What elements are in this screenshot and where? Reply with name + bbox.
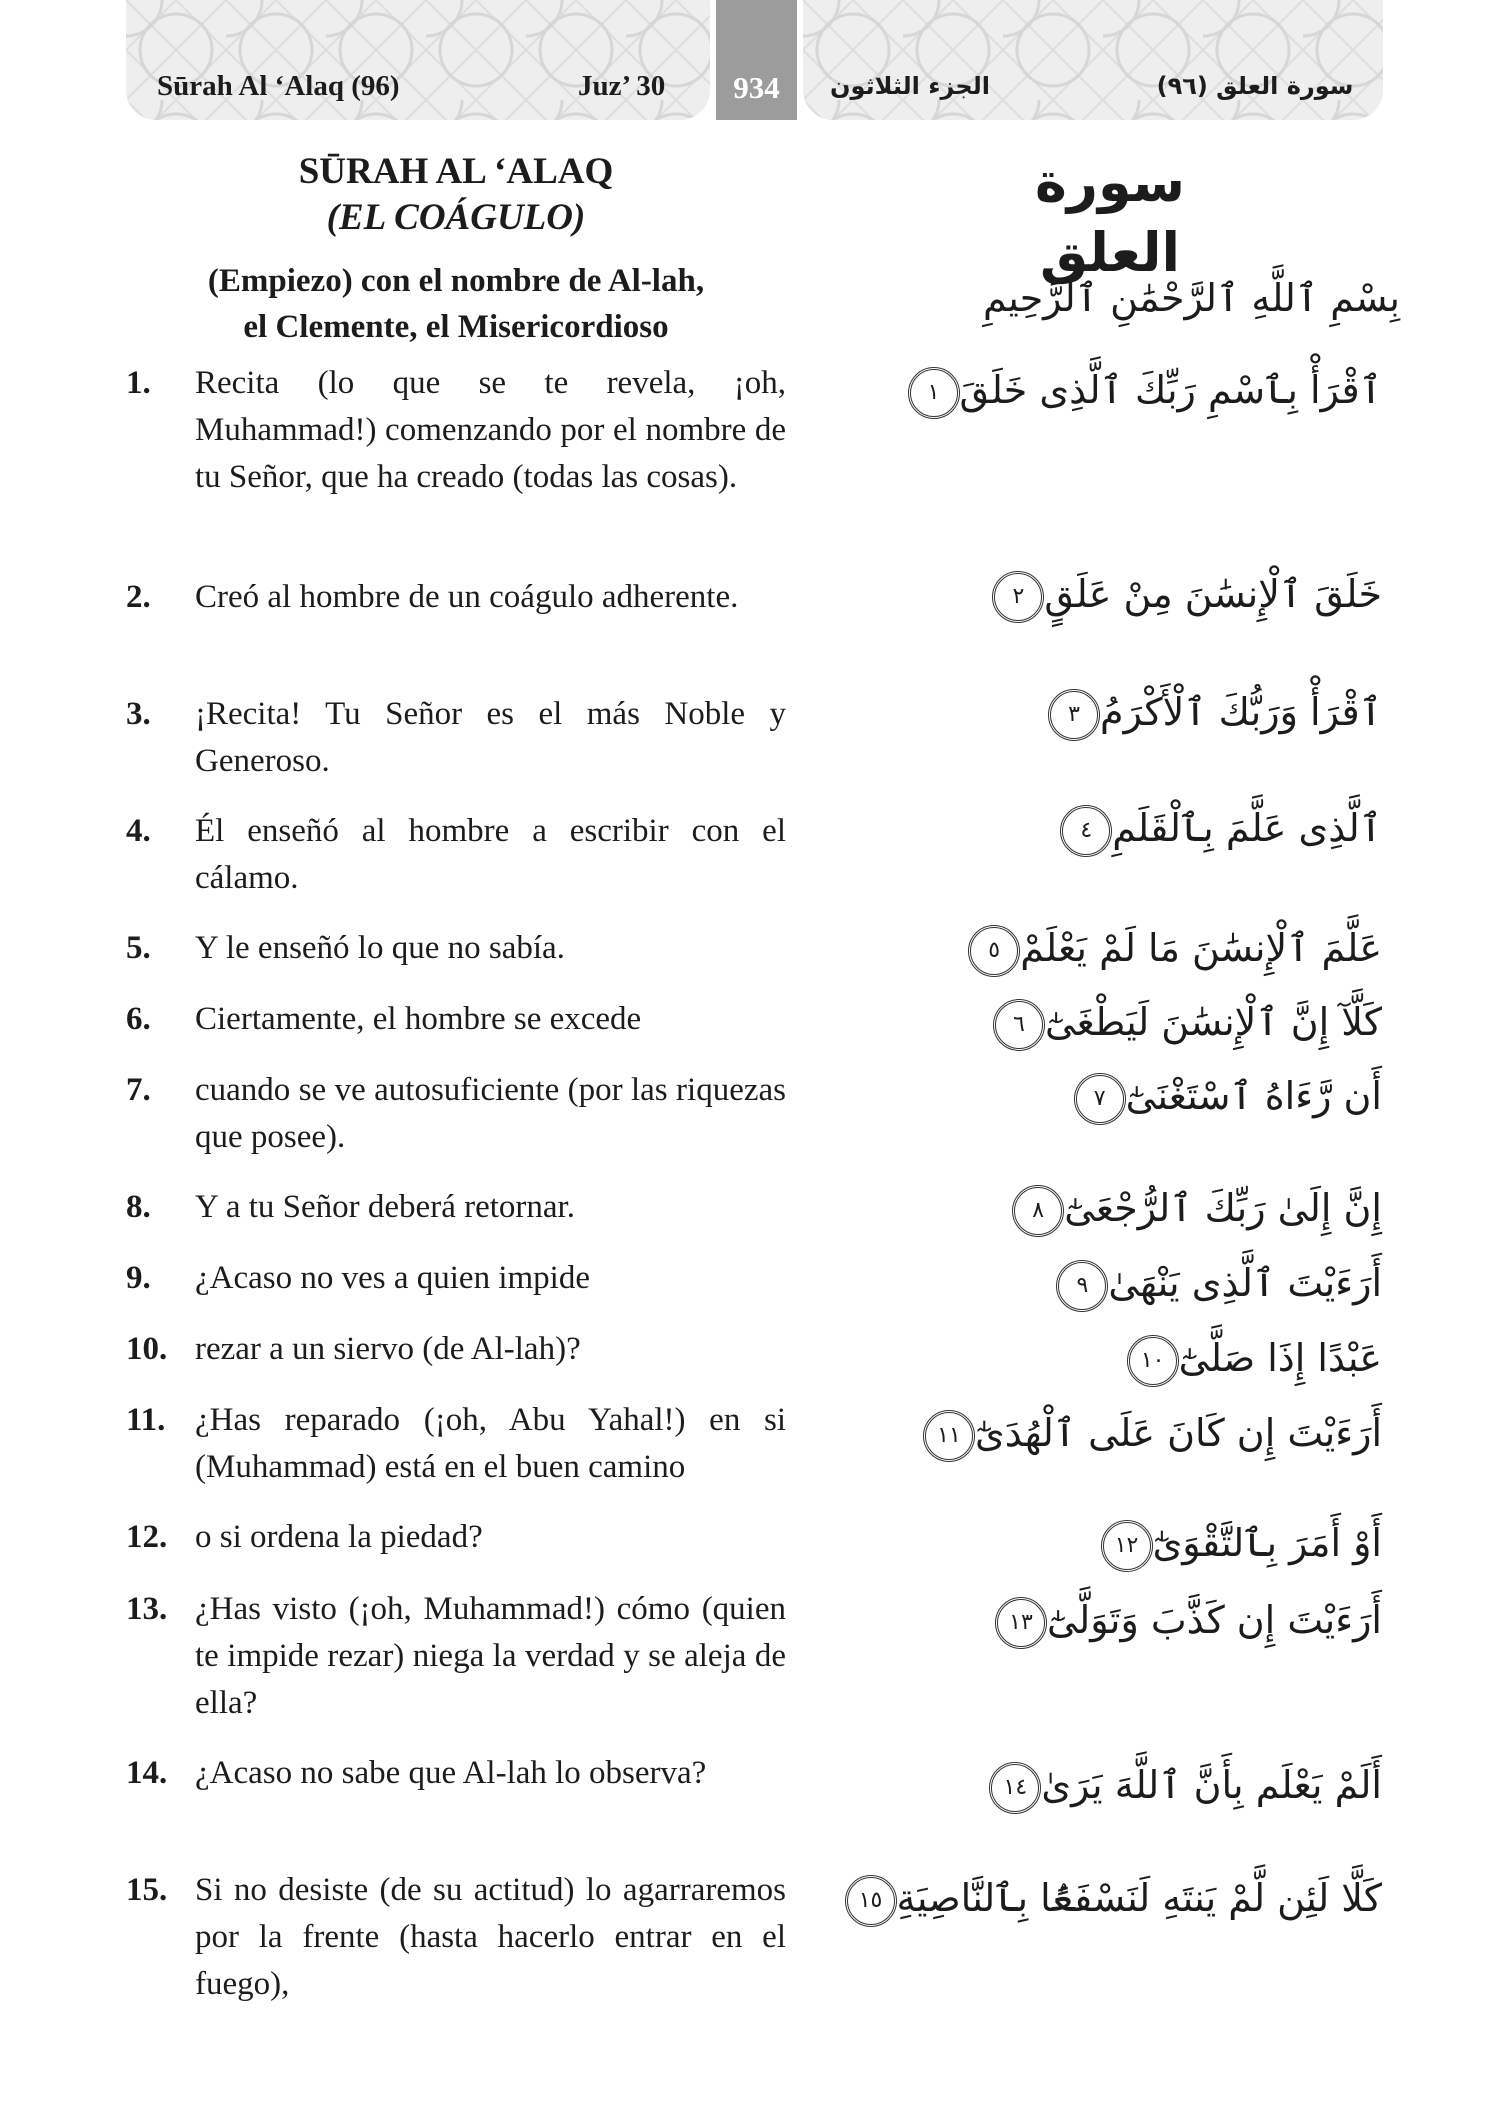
verse-number: 11.	[126, 1402, 166, 1438]
verse-text: ¿Has visto (¡oh, Muhammad!) cómo (quien te impide rezar) niega la verdad y se aleja de ella?	[195, 1591, 786, 1721]
verse-text: Recita (lo que se te revela, ¡oh, Muhammad!) comenzando por el nombre de tu Señor, que ha creado (todas las cosas).	[195, 365, 786, 495]
basmala-line-2: el Clemente, el Misericordioso	[243, 309, 669, 345]
verse	[126, 1397, 786, 1491]
verse-text: rezar a un siervo (de Al-lah)?	[195, 1331, 581, 1367]
verse-text: Y a tu Señor deberá retornar.	[195, 1189, 575, 1225]
arabic-verse	[862, 1255, 1382, 1312]
verse	[126, 691, 786, 785]
verse-number: 14.	[126, 1755, 168, 1791]
verse-text: Creó al hombre de un coágulo adherente.	[195, 579, 739, 615]
verse-number: 9.	[126, 1260, 151, 1296]
ayah-marker-icon: ٦	[993, 999, 1045, 1051]
arabic-verse-text: ٱقْرَأْ وَرَبُّكَ ٱلْأَكْرَمُ	[1100, 690, 1382, 734]
header-surah-arabic: سورة العلق (٩٦)	[1156, 72, 1354, 100]
ayah-marker-icon: ٢	[992, 571, 1044, 623]
verse-text: Ciertamente, el hombre se excede	[195, 1001, 642, 1037]
surah-translation: (EL COÁGULO)	[326, 197, 586, 238]
ayah-marker-icon: ٤	[1060, 805, 1112, 857]
ayah-marker-icon: ٩	[1056, 1260, 1108, 1312]
ayah-marker-icon: ٨	[1012, 1185, 1064, 1237]
arabic-verse	[862, 1405, 1382, 1462]
header-surah-name: Sūrah Al ‘Alaq (96)	[157, 70, 400, 102]
verse	[126, 925, 786, 972]
verse-number: 5.	[126, 930, 151, 966]
arabic-verse-text: أَرَءَيْتَ إِن كَانَ عَلَى ٱلْهُدَىٰٓ	[975, 1411, 1382, 1455]
page-number-box	[716, 0, 797, 120]
arabic-verse-text: عَبْدًا إِذَا صَلَّىٰٓ	[1178, 1336, 1382, 1380]
arabic-verse-text: أَوْ أَمَرَ بِٱلتَّقْوَىٰٓ	[1152, 1521, 1382, 1565]
verse	[126, 808, 786, 902]
verse	[126, 574, 786, 621]
ayah-marker-icon: ١	[908, 367, 960, 419]
ayah-marker-icon: ١٤	[989, 1762, 1041, 1814]
basmala-translation	[126, 258, 786, 350]
ayah-marker-icon: ٣	[1048, 689, 1100, 741]
verse	[126, 360, 786, 501]
arabic-verse	[862, 1330, 1382, 1387]
arabic-verse	[862, 566, 1382, 623]
arabic-verse	[862, 362, 1382, 419]
arabic-verse	[862, 1757, 1382, 1814]
arabic-verse-text: ٱقْرَأْ بِٱسْمِ رَبِّكَ ٱلَّذِى خَلَقَ	[959, 368, 1382, 412]
arabic-verse	[762, 1870, 1382, 1927]
verse-text: ¿Acaso no ves a quien impide	[195, 1260, 590, 1296]
ayah-marker-icon: ١٠	[1127, 1335, 1179, 1387]
arabic-verse-text: خَلَقَ ٱلْإِنسَٰنَ مِنْ عَلَقٍ	[1044, 572, 1382, 616]
verse-number: 3.	[126, 696, 151, 732]
verse-number: 6.	[126, 1001, 151, 1037]
arabic-verse-text: أَرَءَيْتَ ٱلَّذِى يَنْهَىٰ	[1108, 1261, 1382, 1305]
arabic-verse	[862, 920, 1382, 977]
header-juz: Juz’ 30	[578, 70, 666, 102]
ayah-marker-icon: ٧	[1074, 1073, 1126, 1125]
arabic-verse	[862, 994, 1382, 1051]
verse-number: 12.	[126, 1519, 168, 1555]
verse-text: ¿Has reparado (¡oh, Abu Yahal!) en si (Muhammad) está en el buen camino	[195, 1402, 786, 1485]
basmala-line-1: (Empiezo) con el nombre de Al-lah,	[207, 263, 705, 299]
ayah-marker-icon: ٥	[968, 925, 1020, 977]
verse-number: 8.	[126, 1189, 151, 1225]
arabic-verse	[862, 800, 1382, 857]
verse-text: Si no desiste (de su actitud) lo agarraremos por la frente (hasta hacerlo entrar en el fuego),	[195, 1872, 786, 2002]
arabic-verse-text: كَلَّآ إِنَّ ٱلْإِنسَٰنَ لَيَطْغَىٰٓ	[1044, 1000, 1382, 1044]
arabic-verse-text: أَن رَّءَاهُ ٱسْتَغْنَىٰٓ	[1125, 1074, 1382, 1118]
ayah-marker-icon: ١١	[923, 1410, 975, 1462]
arabic-basmala: بِسْمِ ٱللَّهِ ٱلرَّحْمَٰنِ ٱلرَّحِيمِ	[982, 276, 1400, 320]
ayah-marker-icon: ١٣	[995, 1597, 1047, 1649]
verse-number: 13.	[126, 1591, 168, 1627]
surah-title: SŪRAH AL ‘ALAQ	[298, 151, 614, 192]
verse-number: 10.	[126, 1331, 168, 1367]
verse-number: 1.	[126, 365, 151, 401]
arabic-verse-text: أَرَءَيْتَ إِن كَذَّبَ وَتَوَلَّىٰٓ	[1047, 1598, 1382, 1642]
verse-number: 4.	[126, 813, 151, 849]
verse	[126, 1067, 786, 1161]
page-number: 934	[733, 70, 780, 105]
arabic-verse	[862, 1515, 1382, 1572]
arabic-verse	[862, 684, 1382, 741]
arabic-verse-text: أَلَمْ يَعْلَم بِأَنَّ ٱللَّهَ يَرَىٰ	[1041, 1763, 1382, 1807]
verse	[126, 996, 786, 1043]
arabic-verse-text: ٱلَّذِى عَلَّمَ بِٱلْقَلَمِ	[1112, 806, 1382, 850]
verse	[126, 1586, 786, 1727]
verse	[126, 1326, 786, 1373]
arabic-verse-text: عَلَّمَ ٱلْإِنسَٰنَ مَا لَمْ يَعْلَمْ	[1020, 926, 1382, 970]
verse-text: Y le enseñó lo que no sabía.	[195, 930, 565, 966]
verse	[126, 1184, 786, 1231]
arabic-verse-text: إِنَّ إِلَىٰ رَبِّكَ ٱلرُّجْعَىٰٓ	[1064, 1186, 1382, 1230]
verse	[126, 1867, 786, 2008]
arabic-verse-text: كَلَّا لَئِن لَّمْ يَنتَهِ لَنَسْفَعًۢا بِٱلنَّاصِيَةِ	[896, 1876, 1382, 1920]
arabic-verse	[862, 1180, 1382, 1237]
verse-text: ¡Recita! Tu Señor es el más Noble y Generoso.	[195, 696, 786, 779]
verse-number: 2.	[126, 579, 151, 615]
arabic-verse	[862, 1592, 1382, 1649]
verse-number: 15.	[126, 1872, 168, 1908]
ayah-marker-icon: ١٥	[845, 1875, 897, 1927]
ayah-marker-icon: ١٢	[1101, 1520, 1153, 1572]
verse-text: o si ordena la piedad?	[195, 1519, 483, 1555]
verse-text: cuando se ve autosuficiente (por las riquezas que posee).	[195, 1072, 786, 1155]
verse	[126, 1750, 786, 1797]
header-juz-arabic: الجزء الثلاثون	[830, 72, 990, 100]
arabic-surah-title: سورة العلق	[1035, 151, 1185, 284]
verse-text: ¿Acaso no sabe que Al-lah lo observa?	[195, 1755, 707, 1791]
verse-text: Él enseñó al hombre a escribir con el cálamo.	[195, 813, 786, 896]
verse	[126, 1255, 786, 1302]
arabic-verse	[862, 1068, 1382, 1125]
verse	[126, 1514, 786, 1561]
verse-number: 7.	[126, 1072, 151, 1108]
